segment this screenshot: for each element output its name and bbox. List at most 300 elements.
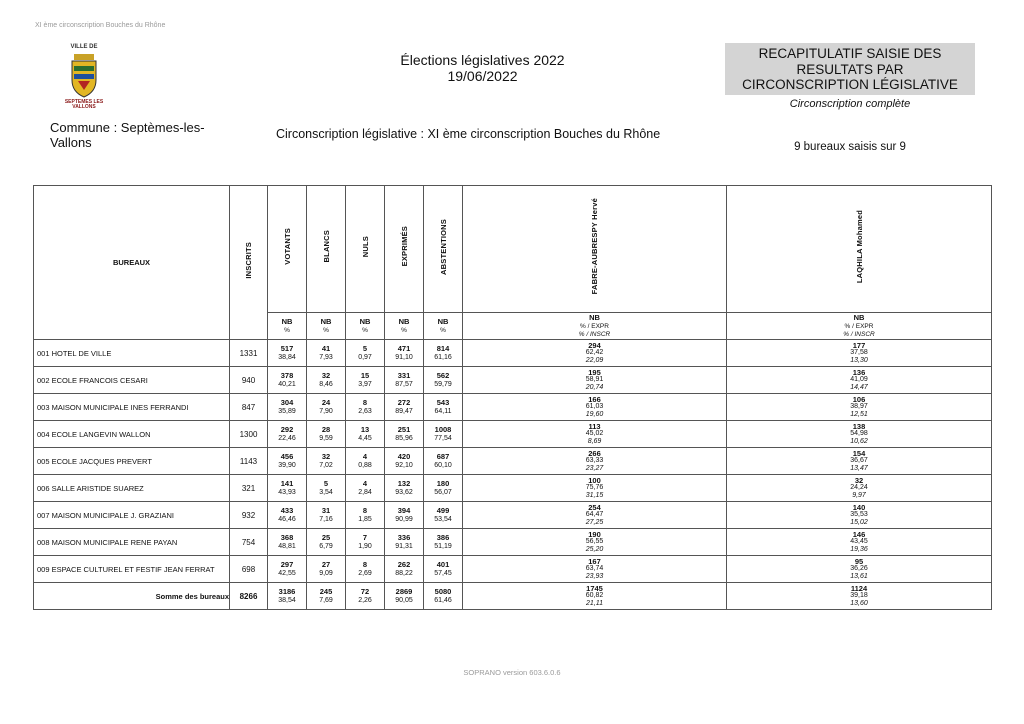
- votants-pct: 39,90: [278, 462, 296, 469]
- nuls-pct: 2,63: [358, 408, 372, 415]
- candidate-votes: 95: [854, 556, 864, 566]
- results-body: [34, 340, 992, 610]
- recap-line: CIRCONSCRIPTION LÉGISLATIVE: [742, 77, 958, 92]
- exprimes-cell: [385, 502, 424, 529]
- candidate-1-cell: [463, 394, 727, 421]
- candidate-pct-inscr: 20,74: [585, 383, 604, 391]
- blancs-count: 41: [321, 344, 331, 353]
- city-logo: [58, 44, 110, 112]
- candidate-votes: 138: [852, 421, 866, 431]
- exprimes-pct: 90,05: [395, 597, 413, 604]
- abstentions-count: 180: [436, 479, 450, 488]
- candidate-votes: 146: [852, 529, 866, 539]
- bureau-name: 007 MAISON MUNICIPALE J. GRAZIANI: [34, 502, 230, 529]
- exprimes-count: 262: [397, 560, 411, 569]
- abstentions-cell: [424, 556, 463, 583]
- nuls-cell: [346, 421, 385, 448]
- abstentions-cell: [424, 502, 463, 529]
- candidate-1-cell: [463, 421, 727, 448]
- exprimes-cell: [385, 583, 424, 610]
- nuls-cell: [346, 556, 385, 583]
- abstentions-pct: 61,46: [434, 597, 452, 604]
- inscrits-cell: 1143: [230, 448, 268, 475]
- abstentions-pct: 59,79: [434, 381, 452, 388]
- votants-count: 304: [280, 398, 294, 407]
- abstentions-cell: [424, 529, 463, 556]
- abstentions-count: 1008: [434, 425, 452, 434]
- abstentions-pct: 64,11: [434, 408, 452, 415]
- nuls-count: 13: [360, 425, 370, 434]
- inscrits-cell: 698: [230, 556, 268, 583]
- nuls-pct: 2,84: [358, 489, 372, 496]
- exprimes-count: 272: [397, 398, 411, 407]
- abstentions-pct: 77,54: [434, 435, 452, 442]
- abstentions-count: 814: [436, 344, 450, 353]
- candidate-votes: 195: [588, 367, 601, 377]
- nuls-pct: 2,69: [358, 570, 372, 577]
- abstentions-cell: [424, 394, 463, 421]
- subheader-nb: NB: [398, 316, 410, 326]
- bureau-name: 001 HOTEL DE VILLE: [34, 340, 230, 367]
- inscrits-cell: 1331: [230, 340, 268, 367]
- candidate-pct-inscr: 21,11: [586, 599, 603, 607]
- subheader-cell: [346, 313, 385, 340]
- subheader-pct: %: [323, 326, 329, 334]
- candidate-2-cell: [727, 394, 992, 421]
- candidate-pct-expr: 39,18: [850, 592, 868, 600]
- col-header-exprimes: [385, 186, 424, 313]
- votants-count: 433: [280, 506, 294, 515]
- candidate-pct-expr: 60,82: [585, 592, 604, 600]
- exprimes-pct: 85,96: [395, 435, 413, 442]
- col-header-inscrits: [230, 186, 268, 340]
- col-header-blancs: [307, 186, 346, 313]
- subheader-pct: %: [440, 326, 446, 334]
- votants-cell: [268, 394, 307, 421]
- subheader-pct: %: [284, 326, 290, 334]
- exprimes-cell: [385, 394, 424, 421]
- candidate-pct-expr: 36,67: [850, 457, 868, 465]
- blancs-pct: 6,79: [319, 543, 333, 550]
- votants-count: 297: [280, 560, 294, 569]
- blancs-pct: 7,90: [319, 408, 333, 415]
- nuls-pct: 0,97: [358, 354, 372, 361]
- table-row: [34, 394, 992, 421]
- bureau-name: 004 ECOLE LANGEVIN WALLON: [34, 421, 230, 448]
- blancs-count: 32: [321, 371, 331, 380]
- table-row: [34, 367, 992, 394]
- candidate-pct-inscr: 19,36: [850, 545, 868, 553]
- candidate-votes: 190: [588, 529, 601, 539]
- table-row: [34, 529, 992, 556]
- blancs-cell: [307, 448, 346, 475]
- subheader-cell: [727, 313, 992, 340]
- candidate-pct-inscr: 19,60: [585, 410, 604, 418]
- candidate-pct-inscr: 15,02: [850, 518, 868, 526]
- candidate-2-cell: [727, 583, 992, 610]
- col-header-text: INSCRITS: [244, 241, 253, 279]
- nuls-pct: 1,85: [358, 516, 372, 523]
- abstentions-count: 386: [436, 533, 450, 542]
- inscrits-cell: 754: [230, 529, 268, 556]
- col-header-bureaux: BUREAUX: [34, 186, 230, 340]
- table-row: [34, 448, 992, 475]
- exprimes-pct: 87,57: [395, 381, 413, 388]
- abstentions-cell: [424, 421, 463, 448]
- candidate-1-cell: [463, 340, 727, 367]
- exprimes-count: 2869: [395, 587, 413, 596]
- candidate-pct-expr: 54,98: [850, 430, 868, 438]
- candidate-pct-expr: 56,55: [585, 538, 604, 546]
- exprimes-count: 331: [397, 371, 411, 380]
- exprimes-cell: [385, 340, 424, 367]
- candidate-pct-expr: 75,76: [585, 484, 604, 492]
- candidate-2-cell: [727, 556, 992, 583]
- votants-pct: 35,89: [278, 408, 296, 415]
- inscrits-cell: 1300: [230, 421, 268, 448]
- candidate-pct-inscr: 13,47: [850, 464, 868, 472]
- nuls-pct: 1,90: [358, 543, 372, 550]
- bureau-name: 005 ECOLE JACQUES PREVERT: [34, 448, 230, 475]
- votants-count: 368: [280, 533, 294, 542]
- subheader-cell: [424, 313, 463, 340]
- nuls-count: 15: [360, 371, 370, 380]
- candidate-votes: 1124: [850, 583, 868, 593]
- abstentions-pct: 56,07: [434, 489, 452, 496]
- exprimes-count: 471: [397, 344, 411, 353]
- candidate-pct-expr: 43,45: [850, 538, 868, 546]
- candidate-votes: 266: [588, 448, 601, 458]
- candidate-2-cell: [727, 529, 992, 556]
- candidate-2-cell: [727, 475, 992, 502]
- blancs-count: 27: [321, 560, 331, 569]
- votants-count: 456: [280, 452, 294, 461]
- candidate-2-cell: [727, 421, 992, 448]
- candidate-votes: 136: [852, 367, 866, 377]
- nuls-cell: [346, 394, 385, 421]
- votants-pct: 42,55: [278, 570, 296, 577]
- recap-box: [725, 43, 975, 95]
- nuls-count: 8: [362, 398, 368, 407]
- software-version: SOPRANO version 603.6.0.6: [463, 668, 561, 677]
- votants-count: 3186: [278, 587, 296, 596]
- inscrits-cell: 8266: [230, 583, 268, 610]
- blancs-pct: 7,02: [319, 462, 333, 469]
- votants-cell: [268, 502, 307, 529]
- blancs-count: 5: [323, 479, 329, 488]
- blancs-pct: 7,93: [319, 354, 333, 361]
- nuls-count: 72: [360, 587, 370, 596]
- candidate-pct-inscr: 10,62: [850, 437, 868, 445]
- table-row: [34, 556, 992, 583]
- col-header-text: ABSTENTIONS: [438, 218, 448, 275]
- votants-cell: [268, 421, 307, 448]
- col-header-candidate-1: [463, 186, 727, 313]
- nuls-pct: 3,97: [358, 381, 372, 388]
- blancs-cell: [307, 421, 346, 448]
- blancs-count: 28: [321, 425, 331, 434]
- nuls-cell: [346, 367, 385, 394]
- votants-pct: 38,84: [278, 354, 296, 361]
- nuls-count: 8: [362, 506, 368, 515]
- blancs-count: 32: [321, 452, 331, 461]
- candidate-pct-expr: 35,53: [850, 511, 868, 519]
- candidate-pct-inscr: 27,25: [585, 518, 604, 526]
- top-caption: XI ème circonscription Bouches du Rhône: [35, 22, 166, 29]
- col-header-text: EXPRIMÉS: [399, 226, 409, 267]
- blancs-cell: [307, 529, 346, 556]
- candidate-pct-inscr: 22,09: [585, 356, 604, 364]
- total-row: [34, 583, 992, 610]
- logo-bottom-text: SEPTEMES LES VALLONS: [64, 99, 104, 110]
- blancs-cell: [307, 556, 346, 583]
- col-header-abstentions: [424, 186, 463, 313]
- candidate-pct-expr: 58,91: [585, 376, 604, 384]
- candidate-pct-expr: 41,09: [850, 376, 868, 384]
- candidate-votes: 140: [852, 502, 866, 512]
- nuls-count: 8: [362, 560, 368, 569]
- candidate-pct-inscr: 14,47: [850, 383, 868, 391]
- subheader-cell: [307, 313, 346, 340]
- candidate-votes: 154: [852, 448, 866, 458]
- blancs-pct: 3,54: [319, 489, 333, 496]
- votants-cell: [268, 583, 307, 610]
- subheader-pct: %: [362, 326, 368, 334]
- blancs-cell: [307, 367, 346, 394]
- candidate-votes: 177: [852, 340, 866, 350]
- abstentions-pct: 53,54: [434, 516, 452, 523]
- nuls-pct: 4,45: [358, 435, 372, 442]
- blancs-cell: [307, 394, 346, 421]
- votants-count: 517: [280, 344, 294, 353]
- candidate-votes: 1745: [586, 583, 603, 593]
- candidate-pct-inscr: 31,15: [585, 491, 604, 499]
- exprimes-cell: [385, 475, 424, 502]
- blancs-cell: [307, 475, 346, 502]
- exprimes-cell: [385, 421, 424, 448]
- exprimes-count: 132: [397, 479, 411, 488]
- votants-cell: [268, 367, 307, 394]
- candidate-pct-inscr: 25,20: [585, 545, 604, 553]
- votants-cell: [268, 556, 307, 583]
- candidate-1-cell: [463, 502, 727, 529]
- exprimes-pct: 91,10: [395, 354, 413, 361]
- election-title: [330, 52, 635, 84]
- col-header-nuls: [346, 186, 385, 313]
- election-date: 19/06/2022: [447, 68, 518, 84]
- col-header-text: LAQHILA Mohamed: [854, 209, 864, 284]
- candidate-pct-expr: 36,26: [850, 565, 868, 573]
- votants-cell: [268, 475, 307, 502]
- candidate-pct-inscr: 13,60: [850, 599, 868, 607]
- recap-line: RECAPITULATIF SAISIE DES: [758, 46, 942, 61]
- candidate-pct-inscr: 23,27: [585, 464, 604, 472]
- logo-top-text: VILLE DE: [70, 44, 98, 50]
- nuls-cell: [346, 502, 385, 529]
- inscrits-cell: 932: [230, 502, 268, 529]
- candidate-1-cell: [463, 556, 727, 583]
- subheader-nb: NB: [589, 312, 600, 322]
- candidate-pct-expr: 24,24: [850, 484, 868, 492]
- subheader-nb: NB: [359, 316, 371, 326]
- votants-pct: 43,93: [278, 489, 296, 496]
- coat-of-arms-icon: [70, 54, 98, 98]
- subheader-nb: NB: [320, 316, 332, 326]
- votants-pct: 46,46: [278, 516, 296, 523]
- candidate-votes: 32: [854, 475, 864, 485]
- votants-pct: 38,54: [278, 597, 296, 604]
- exprimes-pct: 93,62: [395, 489, 413, 496]
- candidate-pct-inscr: 13,61: [850, 572, 868, 580]
- abstentions-cell: [424, 583, 463, 610]
- nuls-cell: [346, 583, 385, 610]
- subheader-pct: %: [401, 326, 407, 334]
- subheader-cell: [268, 313, 307, 340]
- votants-cell: [268, 529, 307, 556]
- exprimes-cell: [385, 367, 424, 394]
- candidate-1-cell: [463, 475, 727, 502]
- blancs-count: 24: [321, 398, 331, 407]
- col-header-votants: [268, 186, 307, 313]
- subheader-cell: [385, 313, 424, 340]
- blancs-count: 31: [321, 506, 331, 515]
- exprimes-pct: 89,47: [395, 408, 413, 415]
- exprimes-pct: 88,22: [395, 570, 413, 577]
- blancs-pct: 9,59: [319, 435, 333, 442]
- candidate-votes: 294: [588, 340, 601, 350]
- votants-cell: [268, 448, 307, 475]
- bureau-name: 006 SALLE ARISTIDE SUAREZ: [34, 475, 230, 502]
- votants-pct: 22,46: [278, 435, 296, 442]
- abstentions-pct: 57,45: [434, 570, 452, 577]
- candidate-pct-expr: 64,47: [585, 511, 604, 519]
- candidate-votes: 106: [852, 394, 866, 404]
- nuls-cell: [346, 529, 385, 556]
- nuls-cell: [346, 475, 385, 502]
- abstentions-pct: 51,19: [434, 543, 452, 550]
- exprimes-count: 420: [397, 452, 411, 461]
- exprimes-pct: 91,31: [395, 543, 413, 550]
- blancs-pct: 7,16: [319, 516, 333, 523]
- abstentions-count: 499: [436, 506, 450, 515]
- votants-count: 141: [280, 479, 294, 488]
- subheader-pct-expr: % / EXPR: [580, 322, 609, 330]
- subheader-nb: NB: [281, 316, 293, 326]
- candidate-2-cell: [727, 448, 992, 475]
- candidate-pct-expr: 61,03: [585, 403, 604, 411]
- subheader-pct-expr: % / EXPR: [844, 322, 874, 330]
- header-row: [34, 186, 992, 313]
- exprimes-cell: [385, 448, 424, 475]
- table-row: [34, 340, 992, 367]
- abstentions-count: 687: [436, 452, 450, 461]
- blancs-count: 245: [319, 587, 333, 596]
- votants-pct: 48,81: [278, 543, 296, 550]
- blancs-count: 25: [321, 533, 331, 542]
- bureau-name: 008 MAISON MUNICIPALE RENE PAYAN: [34, 529, 230, 556]
- inscrits-cell: 321: [230, 475, 268, 502]
- nuls-pct: 0,88: [358, 462, 372, 469]
- candidate-2-cell: [727, 367, 992, 394]
- col-header-text: FABRE-AUBRESPY Hervé: [590, 198, 599, 295]
- exprimes-count: 336: [397, 533, 411, 542]
- completion-status: Circonscription complète: [789, 98, 911, 110]
- subheader-cell: [463, 313, 727, 340]
- blancs-cell: [307, 502, 346, 529]
- col-header-candidate-2: [727, 186, 992, 313]
- candidate-pct-inscr: 9,97: [852, 491, 866, 499]
- candidate-1-cell: [463, 367, 727, 394]
- inscrits-cell: 847: [230, 394, 268, 421]
- results-table: [33, 185, 992, 610]
- blancs-cell: [307, 340, 346, 367]
- bureau-name: 009 ESPACE CULTUREL ET FESTIF JEAN FERRAT: [34, 556, 230, 583]
- circonscription-label: Circonscription législative : XI ème circonscription Bouches du Rhône: [276, 127, 661, 141]
- votants-cell: [268, 340, 307, 367]
- candidate-pct-expr: 63,74: [585, 565, 604, 573]
- abstentions-cell: [424, 475, 463, 502]
- col-header-text: NULS: [360, 235, 370, 258]
- abstentions-pct: 61,16: [434, 354, 452, 361]
- candidate-votes: 166: [588, 394, 601, 404]
- nuls-pct: 2,26: [358, 597, 372, 604]
- votants-count: 378: [280, 371, 294, 380]
- nuls-cell: [346, 448, 385, 475]
- col-header-text: VOTANTS: [282, 228, 292, 265]
- candidate-pct-expr: 45,02: [585, 430, 604, 438]
- blancs-cell: [307, 583, 346, 610]
- votants-count: 292: [280, 425, 294, 434]
- nuls-cell: [346, 340, 385, 367]
- table-row: [34, 421, 992, 448]
- exprimes-pct: 90,99: [395, 516, 413, 523]
- blancs-pct: 9,09: [319, 570, 333, 577]
- exprimes-count: 394: [397, 506, 411, 515]
- bureaux-count: 9 bureaux saisis sur 9: [794, 141, 906, 153]
- candidate-1-cell: [463, 529, 727, 556]
- votants-pct: 40,21: [278, 381, 296, 388]
- subheader-pct-inscr: % / INSCR: [578, 330, 611, 338]
- inscrits-cell: 940: [230, 367, 268, 394]
- candidate-pct-inscr: 13,30: [850, 356, 868, 364]
- abstentions-pct: 60,10: [434, 462, 452, 469]
- candidate-1-cell: [463, 583, 727, 610]
- candidate-votes: 113: [588, 421, 601, 431]
- election-name: Élections législatives 2022: [400, 52, 565, 68]
- candidate-votes: 100: [588, 475, 601, 485]
- candidate-1-cell: [463, 448, 727, 475]
- candidate-2-cell: [727, 340, 992, 367]
- subheader-nb: NB: [853, 312, 865, 322]
- bureau-name: Somme des bureaux: [34, 583, 230, 610]
- abstentions-count: 5080: [434, 587, 452, 596]
- candidate-votes: 167: [588, 556, 601, 566]
- nuls-count: 5: [362, 344, 368, 353]
- abstentions-cell: [424, 340, 463, 367]
- bureau-name: 003 MAISON MUNICIPALE INES FERRANDI: [34, 394, 230, 421]
- nuls-count: 7: [362, 533, 368, 542]
- candidate-pct-inscr: 23,93: [585, 572, 604, 580]
- col-header-text: BLANCS: [321, 230, 331, 263]
- exprimes-pct: 92,10: [395, 462, 413, 469]
- candidate-pct-expr: 63,33: [585, 457, 604, 465]
- table-row: [34, 475, 992, 502]
- recap-line: RESULTATS PAR: [796, 61, 904, 77]
- subheader-nb: NB: [437, 316, 449, 326]
- candidate-pct-expr: 37,58: [850, 349, 868, 357]
- blancs-pct: 7,69: [319, 597, 333, 604]
- exprimes-cell: [385, 556, 424, 583]
